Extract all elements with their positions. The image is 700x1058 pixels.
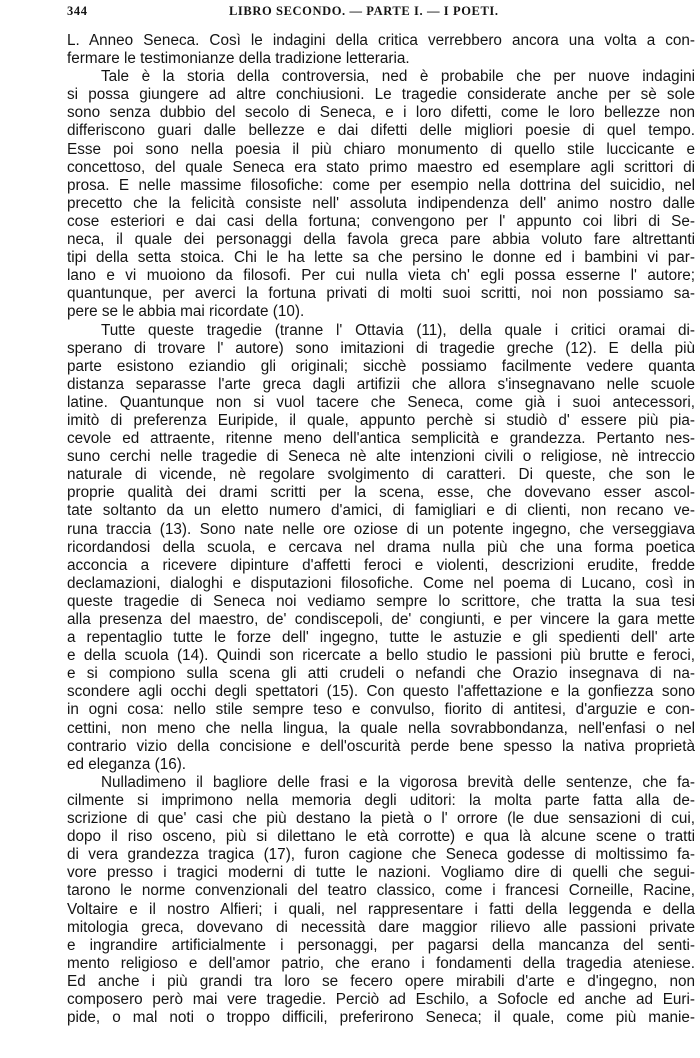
text-line: mento religioso e dell'amor patrio, che erano i fondamenti della tragedia ateniese. [67,954,695,972]
text-line: scrizione di que' casi che più destano la pietà o l' orrore (le due sensazioni di cui, [67,810,695,828]
text-line: cose esteriori e dai casi della fortuna; convengono per l' appunto coi libri di Se- [67,212,695,230]
text-line: alla presenza del maestro, de' condiscepoli, de' congiunti, e per vincere la gara mette [67,611,695,628]
page-number: 344 [67,4,88,18]
text-line: di vera grandezza tragica (17), furon cagione che Seneca godesse di moltissimo fa- [67,846,695,864]
text-line: in ogni cosa: nello stile sempre teso e convulso, fiorito di antitesi, d'arguzie e con- [67,701,695,719]
text-line: a repentaglio tutte le forze dell' ingegno, tutte le astuzie e gli spedienti dell' arte [67,629,695,647]
text-line: dopo il riso osceno, più si dilettano le età corrotte) e qua là alcune scene o tratti [67,828,695,846]
text-line: contrario vizio della concisione e dell'oscurità perde bene spesso la nativa proprietà [67,737,695,755]
text-line: e si compiono sulla scena gli atti crudeli o nefandi che Orazio insegnava di na- [67,665,695,683]
body-text [67,32,695,1027]
text-line: cettini, non meno che nella lingua, la quale nella sovrabbondanza, nell'enfasi o nel [67,719,695,737]
text-line: suno cerchi nelle tragedie di Seneca nè alte intenzioni civili o religiose, nè intreccio [67,448,695,466]
text-line: naturale di vicende, nè regolare svolgimento di caratteri. Di queste, che son le [67,466,695,484]
text-line: distanza separasse l'arte greca dagli artifizii che allora s'insegnavano nelle scuole [67,375,695,393]
text-line: sperano di trovare l' autore) sono imitazioni di tragedie greche (12). E della più [67,339,695,357]
text-line: vore presso i tragici moderni di tutte le nazioni. Vogliamo dire di quelli che segui- [67,864,695,882]
text-line: cilmente si imprimono nella memoria degli uditori: la molta parte fatta alla de- [67,791,695,809]
text-line: mitologia greca, dovevano di necessità dare maggior rilievo alle passioni private [67,918,695,936]
text-line: ed eleganza (16). [67,755,187,773]
paragraph [67,774,695,1027]
text-line: imitò di preferenza Euripide, il quale, appunto perchè si studiò d' essere più pia- [67,411,695,429]
text-line: tate soltanto da un eletto numero d'amici, di famigliari e di clienti, non recano ve- [67,502,695,520]
text-line: pere se le abbia mai ricordate (10). [67,303,305,321]
text-line: parte esistono eziandio gli originali; sicchè possiamo facilmente vedere quanta [67,357,695,375]
text-line: tipi della setta stoica. Chi le ha lette sa che persino le donne ed i bambini vi par- [67,249,695,267]
text-line: L. Anneo Seneca. Così le indagini della critica verrebbero ancora una volta a con- [67,32,695,49]
text-line: queste tragedie di Seneca noi vediamo sempre lo scrittore, che tratta la sua tesi [67,592,695,610]
text-line: lano e vi muoiono da filosofi. Per cui nulla vieta ch' egli possa esserne l' autore; [67,267,695,285]
text-line: declamazioni, dialoghi e disputazioni filosofiche. Come nel poema di Lucano, così in [67,574,695,592]
text-line: si possa giungere ad altre conchiusioni. Le tragedie considerate anche per sè sole [67,86,695,104]
text-line: sono senza dubbio del secolo di Seneca, e i loro difetti, come le loro bellezze non [67,104,695,122]
text-line: ricordandosi della scuola, e cercava nel drama nulla più che una forma poetica [67,538,695,556]
paragraph [67,322,695,774]
text-line: scondere agli occhi degli spettatori (15). Con questo l'affettazione e la gonfiezza sono [67,683,695,701]
running-head-title: LIBRO SECONDO. — PARTE I. — I POETI. [229,4,499,18]
text-line: concettoso, del quale Seneca era stato primo maestro ed esemplare agli scrittori di [67,158,695,176]
text-line: proprie qualità dei drami scritti per la scena, esse, che dovevano esser ascol- [67,484,695,502]
text-line: fermare le testimonianze della tradizione letteraria. [67,50,410,68]
text-line: runa traccia (13). Sono nate nelle ore oziose di un potente ingegno, che verseggiava [67,520,695,538]
text-line: e della scuola (14). Quindi son ricercate a bello studio le passioni più brutte e feroci, [67,647,695,665]
text-line: neca, il quale dei personaggi della favola greca pare abbia voluto fare altrettanti [67,231,695,249]
text-line: Tutte queste tragedie (tranne l' Ottavia (11), della quale i critici oramai di- [101,321,695,339]
text-line: differiscono guari dalle bellezze e dai difetti delle migliori poesie di quel tempo. [67,122,695,140]
running-header [67,4,690,26]
text-line: cevole ed attraente, ritenne meno dell'antica semplicità e grandezza. Pertanto nes- [67,430,695,448]
text-line: tarono le norme convenzionali del teatro classico, come i francesi Corneille, Racine, [67,882,695,900]
text-line: composero però mai vere tragedie. Perciò ad Eschilo, a Sofocle ed anche ad Euri- [67,990,695,1008]
paragraph [67,32,695,68]
text-line: prosa. E nelle massime filosofiche: come per esempio nella dottrina del suicidio, nel [67,176,695,194]
text-line: quantunque, per averci la fortuna privati di molti suoi scritti, noi non possiamo sa- [67,285,695,303]
text-line: Nulladimeno il bagliore delle frasi e la vigorosa brevità delle sentenze, che fa- [101,773,695,791]
text-line: precetto che la felicità consiste nell' assoluta indipendenza dell' animo nostro dalle [67,194,695,212]
paragraph [67,68,695,321]
text-line: e ingrandire artificialmente i personaggi, per pagarsi della mancanza del senti- [67,936,695,954]
text-line: pide, o mal noti o troppo difficili, preferirono Seneca; il quale, come più manie- [67,1009,695,1027]
text-line: acconcia a ricevere dipinture d'affetti feroci e violenti, descrizioni erudite, fredde [67,556,695,574]
text-line: Ed anche i più grandi tra loro se fecero opere mirabili d'arte e d'ingegno, non [67,972,695,990]
text-line: Esse poi sono nella poesia il più chiaro monumento di quello stile luccicante e [67,140,695,158]
text-line: latine. Quantunque non si vuol tacere che Seneca, come già i suoi antecessori, [67,393,695,411]
text-line: Tale è la storia della controversia, ned è probabile che per nuove indagini [101,68,695,86]
text-line: Voltaire e il nostro Alfieri; i quali, nel rappresentare i fatti della leggenda e della [67,900,695,918]
